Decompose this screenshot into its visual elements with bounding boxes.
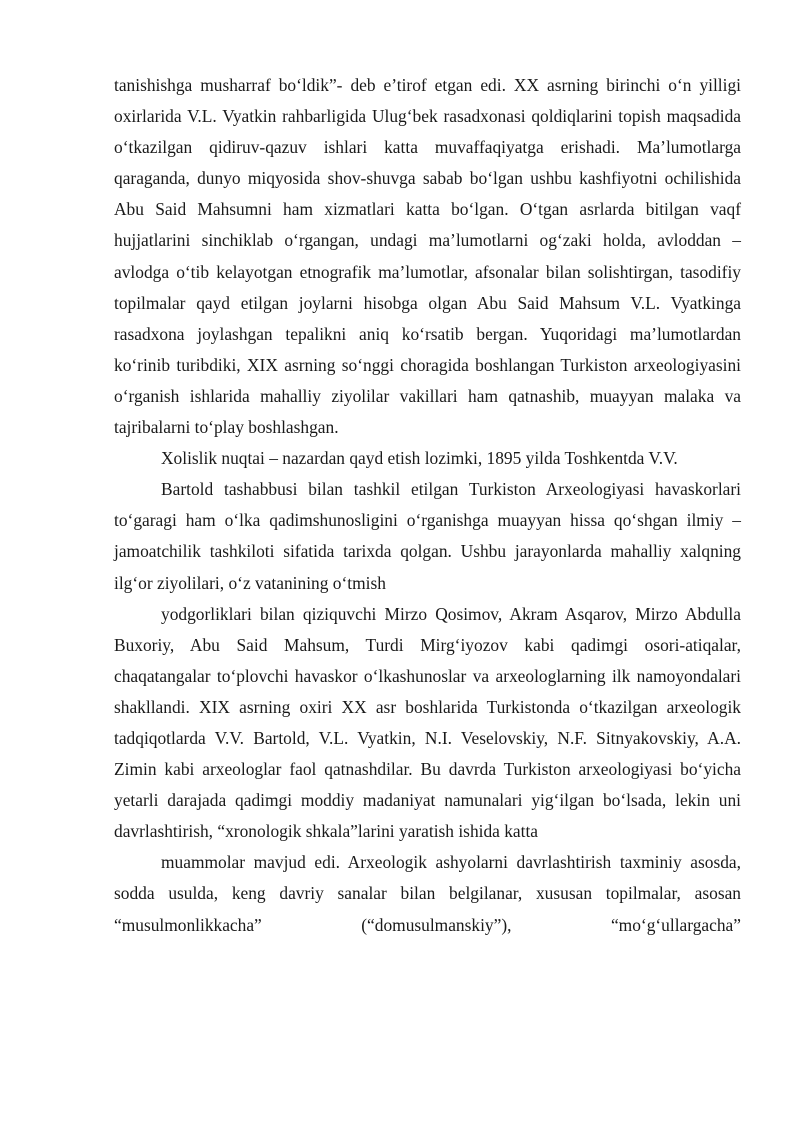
paragraph-2: Xolislik nuqtai – nazardan qayd etish lozimki, 1895 yilda Toshkentda V.V. [161, 448, 678, 469]
paragraph-4: yodgorliklari bilan qiziquvchi Mirzo Qosimov, Akram Asqarov, Mirzo Abdulla Buxoriy, Abu Said Mahsum, Turdi Mirg‘iyozov kabi qadimgi osori-atiqalar, chaqatangalar to‘plovchi havaskor o‘lkashunoslar va arxeologlarning ilk namoyondalari shakllandi. XIX asrning oxiri XX asr boshlarida Turkistonda o‘tkazilgan arxeologik tadqiqotlarda V.V. Bartold, V.L. Vyatkin, N.I. Veselovskiy, N.F. Sitnyakovskiy, A.A. Zimin kabi arxeologlar faol qatnashdilar. Bu davrda Turkiston arxeologiyasi bo‘yicha yetarli darajada qadimgi moddiy madaniyat namunalari yig‘ilgan bo‘lsada, lekin uni davrlashtirish, “xronologik shkala”larini yaratish ishida katta [114, 603, 741, 842]
paragraph-1: tanishishga musharraf bo‘ldik”- deb e’tirof etgan edi. XX asrning birinchi o‘n yilligi oxirlarida V.L. Vyatkin rahbarligida Ulug‘bek rasadxonasi qoldiqlarini topish maqsadida o‘tkazilgan qidiruv-qazuv ishlari katta muvaffaqiyatga erishadi. Ma’lumotlarga qaraganda, dunyo miqyosida shov-shuvga sabab bo‘lgan ushbu kashfiyotni ochilishida Abu Said Mahsumni ham xizmatlari katta bo‘lgan. O‘tgan asrlarda bitilgan vaqf hujjatlarini sinchiklab o‘rgangan, undagi ma’lumotlarni og‘zaki holda, avloddan – avlodga o‘tib kelayotgan etnografik ma’lumotlar, afsonalar bilan solishtirgan, tasodifiy topilmalar qayd etilgan joylarni hisobga olgan Abu Said Mahsum V.L. Vyatkinga rasadxona joylashgan tepalikni aniq ko‘rsatib bergan. Yuqoridagi ma’lumotlardan ko‘rinib turibdiki, XIX asrning so‘nggi choragida boshlangan Turkiston arxeologiyasini o‘rganish ishlarida mahalliy ziyolilar vakillari ham qatnashib, muayyan malaka va tajribalarni to‘play boshlashgan. [114, 75, 741, 438]
paragraph-5: muammolar mavjud edi. Arxeologik ashyolarni davrlashtirish taxminiy asosda, sodda usulda, keng davriy sanalar bilan belgilanar, xususan topilmalar, asosan “musulmonlikkacha” (“domusulmanskiy”), “mo‘g‘ullargacha” [114, 852, 741, 935]
paragraph-3: Bartold tashabbusi bilan tashkil etilgan Turkiston Arxeologiyasi havaskorlari to‘garagi ham o‘lka qadimshunosligini o‘rganishga muayyan hissa qo‘shgan ilmiy – jamoatchilik tashkiloti sifatida tarixda qolgan. Ushbu jarayonlarda mahalliy xalqning ilg‘or ziyolilari, o‘z vatanining o‘tmish [114, 479, 741, 593]
document-page [114, 70, 741, 941]
